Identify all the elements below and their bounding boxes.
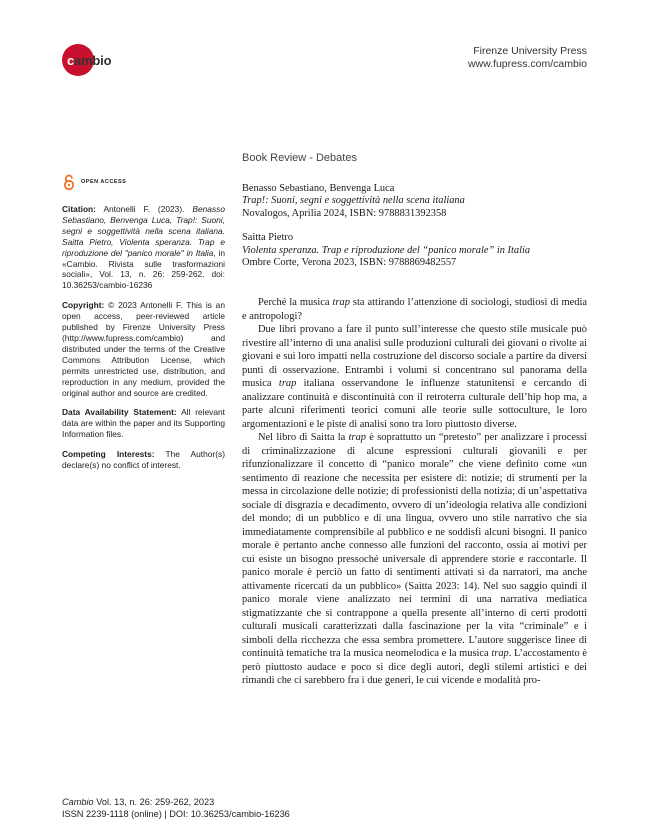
copyright-text: © 2023 Antonelli F. This is an open access, peer-reviewed article published by Firenze University Press (http://www.fupress.com/cambio) and distributed under the terms of the Creative Commons Attribution License, which permits unrestricted use, distribution, and reproduction in any medium, provided the original author and source are credited.: [62, 300, 225, 398]
book-reference: [242, 232, 587, 269]
publisher-name: Firenze University Press: [473, 45, 587, 57]
text-run: Perché la musica: [258, 297, 333, 308]
data-availability-block: [62, 407, 225, 440]
article-metadata-sidebar: [62, 204, 225, 480]
logo-rest: ambio: [74, 53, 112, 68]
book-title: Trap!: Suoni, segni e soggettività nella scena italiana: [242, 195, 465, 207]
body-paragraph: [242, 296, 587, 323]
emphasis: trap: [278, 378, 297, 389]
emphasis: trap: [348, 432, 367, 443]
citation-author: Antonelli F. (2023).: [103, 204, 185, 214]
body-paragraph: [242, 431, 587, 688]
text-run: Nel libro di Saitta la: [258, 432, 349, 443]
book-publisher: Novalogos, Aprilia 2024, ISBN: 9788831392358: [242, 207, 447, 219]
footer-journal-line: [62, 796, 290, 808]
section-label: Book Review - Debates: [242, 152, 357, 164]
book-title: Violenta speranza. Trap e riproduzione del “panico morale” in Italia: [242, 244, 531, 256]
book-authors: Saitta Pietro: [242, 232, 294, 244]
open-access-badge: [62, 174, 126, 190]
emphasis: trap: [332, 297, 350, 308]
competing-interests-label: Competing Interests:: [62, 449, 155, 460]
publisher-block: [468, 45, 587, 71]
data-availability-label: Data Availability Statement:: [62, 407, 177, 418]
book-publisher: Ombre Corte, Verona 2023, ISBN: 9788869482557: [242, 257, 457, 269]
footer-journal: Cambio: [62, 797, 94, 807]
copyright-block: [62, 300, 225, 398]
page-footer: [62, 796, 290, 820]
data-availability-text: All relevant data are within the paper and its Supporting Information files.: [62, 407, 225, 440]
review-body: [242, 296, 587, 688]
open-access-label: OPEN ACCESS: [81, 179, 127, 185]
reviewed-books: [242, 183, 587, 281]
footer-volume: Vol. 13, n. 26: 259-262, 2023: [93, 797, 215, 807]
text-run: sta attirando l’attenzione di sociologi, studiosi di media e antropologi?: [242, 297, 587, 322]
publisher-url[interactable]: www.fupress.com/cambio: [467, 58, 587, 70]
text-run: italiana osservandone le influenze statunitensi e cercando di analizzare continuità e discontinuità con il retroterra culturale dell’hip hop ma, a parte alcuni riferimenti teorici comuni alle teorie sulle sottoculture, le loro argomentazioni e le piste di analisi sono tra loro piuttosto diverse.: [242, 378, 587, 430]
competing-interests-block: [62, 449, 225, 471]
book-reference: [242, 183, 587, 220]
text-run: Due libri provano a fare il punto sull’interesse che questo stile musicale può rivestire all’interno di una analisi sulle produzioni culturali dei giovani o rivolte ai giovani e sui loro impatti nella costruzione del discorso sociale a partire da diversi punti di osservazione. Entrambi i volumi si concentrano sul panorama della musica: [242, 324, 587, 389]
copyright-label: Copyright:: [62, 300, 105, 311]
cambio-logo: [62, 44, 110, 76]
citation-label: Citation:: [62, 204, 96, 214]
citation-title: Benasso Sebastiano, Benvenga Luca, Trap!: Suoni, segni e soggettività nella scena italiana. Saitta Pietro, Violenta speranza. Trap e riproduzione del "panico morale" in Italia: [62, 204, 225, 258]
competing-interests-text: The Author(s) declare(s) no conflict of interest.: [62, 449, 225, 471]
logo-wordmark: [67, 53, 111, 68]
footer-issn-doi: ISSN 2239-1118 (online) | DOI: 10.36253/cambio-16236: [62, 809, 290, 819]
citation-source: , in «Cambio. Rivista sulle trasformazioni sociali», Vol. 13, n. 26: 259-262. doi: 10.36253/cambio-16236: [62, 247, 225, 291]
emphasis: trap: [491, 648, 509, 659]
open-access-lock-icon: [62, 174, 76, 190]
text-run: è soprattutto un “pretesto” per analizzare i processi di criminalizzazione di alcune espressioni culturali giovanili e per rifunzionalizzare il concetto di “panico morale” che viene definito come «un sentimento di reazione che necessita per esistere di: notizie; di strumenti per la messa in circolazione delle notizie; di professionisti della notizia; di un’aspettativa sociale di disgrazia e decadimento, ovvero di un’ideologia relativa alle condizioni del mondo; di un pubblico e di una lingua, ovvero uno stile narrativo che sia immediatamente comprensibile al pubblico e ne soddisfi alcuni bisogni. Il panico morale è pertanto anche connesso alle funzioni del racconto, ossia ai motivi per cui esiste un bisogno pressoché universale di apprendere storie e raccontarle. Il panico morale è perciò un fatto di sentimenti attivati sì da narratori, ma anche attivamente ricercati da un pubblico» (Saitta 2023: 14). Nel suo saggio quindi il panico morale viene analizzato nei termini di una narrativa mediatica stigmatizzante che si contrappone a quella presente all’interno di certi prodotti culturali musicali caratterizzati dalla fascinazione per la vita “criminale” e i simboli della ricchezza che essa sembra promettere. L’autore suggerisce linee di continuità tematiche tra la musica neomelodica e la musica: [242, 432, 587, 659]
citation-block: [62, 204, 225, 291]
book-authors: Benasso Sebastiano, Benvenga Luca: [242, 183, 395, 194]
body-paragraph: [242, 323, 587, 431]
logo-c: c: [67, 53, 75, 68]
text-run: . L’accostamento è però piuttosto audace e poco si dice degli autori, degli stilemi artistici e dei rimandi che ci sarebbero fra i due generi, le cui vicende e modalità pro-: [242, 648, 588, 686]
